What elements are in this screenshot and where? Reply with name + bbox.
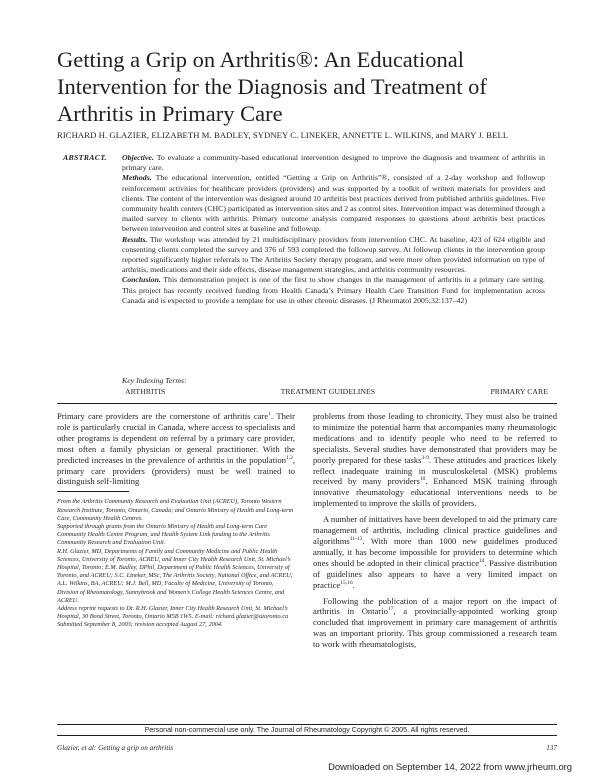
footnote-affiliation: From the Arthritis Community Research and Evaluation Unit (ACREU), Toronto Western Research Institute, Toronto, Ontario, Canada; and Ontario Ministry of Health and Long-term Care, Community Health Centres. (57, 498, 294, 522)
keyword: ARTHRITIS (125, 387, 166, 396)
keywords-label: Key Indexing Terms: (122, 376, 187, 385)
footnote-divider (57, 491, 129, 492)
footnote-submitted: Submitted September 8, 2003; revision accepted August 27, 2004. (57, 621, 223, 629)
running-footer: Glazier, et al: Getting a grip on arthritis (57, 744, 174, 752)
right-column (313, 411, 557, 650)
footnote-authors: R.H. Glazier, MD, Departments of Family and Community Medicine and Public Health Sciences, University of Toronto, ACREU, and Inner City Health Research Unit, St. Michael’s Hospital, Toronto; E.M. Badley, DPhil, Department of Public Health Sciences, University of Toronto, and ACREU; S.C. Lineker, MSc, The Arthritis Society, National Office, and ACREU; A.L. Wilkins, BA, ACREU; M.J. Bell, MD, Faculty of Medicine, University of Toronto, Division of Rheumatology, Sunnybrook and Women’s College Health Sciences Centre, and ACREU. (57, 547, 293, 604)
title-line-3: Arthritis in Primary Care (57, 101, 283, 126)
body-paragraph: A number of initiatives have been developed to aid the primary care management of arthritis, including clinical practice guidelines and algorithms$^{11-13}$. With more than 1000 new guidelines produced annually, it has become impossible for providers to determine which ones should be adopted in their clinical practice$^{14}$. Passive distribution of guidelines also appears to have a very limited impact on practice$^{15,16}$. (313, 514, 557, 590)
left-column (57, 411, 295, 630)
footnote-reprints: Address reprint requests to Dr. R.H. Glazier, Inner City Health Research Unit, St. Michael’s Hospital, 30 Bond Street, Toronto, Ontario M5B 1W5. E-mail: richard.glazier@utoronto.ca (57, 604, 289, 621)
article-title (57, 46, 557, 127)
copyright-notice: Personal non-commercial use only. The Journal of Rheumatology Copyright © 2005. All rights reserved. (57, 724, 557, 736)
page-number: 137 (546, 744, 557, 752)
abstract-results: Results. The workshop was attended by 21 multidisciplinary providers from intervention CHC. At baseline, 423 of 624 eligible and consenting clients completed the survey and 376 of 593 completed the followup survey. At followup clients in the intervention group reported significantly higher referrals to The Arthritis Society therapy program, and were more often provided information on type of arthritis, medications and their side effects, disease management strategies, and arthritis community resources. (122, 234, 545, 275)
abstract-methods: Methods. The educational intervention, entitled “Getting a Grip on Arthritis”®, consisted of a 2-day workshop and followup reinforcement activities for healthcare providers (providers) and was supported by a toolkit of written materials for providers and clients. The content of the intervention was designed around 10 arthritis best practices derived from published arthritis guidelines. Five community health centers (CHC) participated as intervention sites and 2 as control sites. Intervention impact was determined through a mailed survey to clients with arthritis. Primary outcome analysis compared responses to questions about arthritis best practices between intervention and control sites at baseline and followup. (122, 173, 545, 234)
abstract-objective: Objective. To evaluate a community-based educational intervention designed to improve the diagnosis and treatment of arthritis in primary care. (122, 153, 545, 173)
abstract-body (122, 153, 545, 306)
download-note: Downloaded on September 14, 2022 from www.jrheum.org (328, 761, 572, 772)
author-list: RICHARD H. GLAZIER, ELIZABETH M. BADLEY, SYDNEY C. LINEKER, ANNETTE L. WILKINS, and MARY J. BELL (57, 130, 509, 140)
key-indexing-terms (122, 376, 548, 396)
abstract-label: ABSTRACT. (63, 153, 107, 162)
footnote-funding: Supported through grants from the Ontario Ministry of Health and Long-term Care Community Health Centre Program, and Health System Link funding to the Arthritis Community Research and Evaluation Unit. (57, 522, 270, 547)
keyword: TREATMENT GUIDELINES (280, 387, 376, 396)
body-paragraph: problems from those leading to chronicity. They must also be trained to minimize the potential harm that accompanies many rheumatologic medications and to identify people who need to be referred to specialists. Several studies have demonstrated that providers may be poorly prepared for these tasks$^{3-9}$. These attitudes and practices likely reflect inadequate training in musculoskeletal (MSK) problems received by many providers$^{10}$. Enhanced MSK training through innovative rheumatology educational interventions needs to be implemented to improve the skills of providers. (313, 411, 557, 509)
intro-paragraph: Primary care providers are the cornerstone of arthritis care$^1$. Their role is particularly crucial in Canada, where access to specialists and other programs is dependent on referral by a primary care provider, most often a family physician or general practitioner. With the predicted increases in the prevalence of arthritis in the population$^{1,2}$, primary care providers (providers) must be well trained to distinguish self-limiting (57, 411, 295, 487)
section-divider (57, 403, 557, 404)
keywords-row (122, 387, 548, 396)
body-paragraph: Following the publication of a major report on the impact of arthritis in Ontario$^{17}$, a provincially-appointed working group concluded that improvement in primary care management of arthritis was an important priority. This group commissioned a research team to work with rheumatologists, (313, 595, 557, 650)
title-line-2: Intervention for the Diagnosis and Treatment of (57, 74, 487, 99)
page-footer (57, 744, 557, 752)
abstract-conclusion: Conclusion. This demonstration project is one of the first to show changes in the management of arthritis in a primary care setting. This project has recently received funding from Health Canada’s Primary Health Care Transition Fund for implementation across Canada and is expected to provide a template for use in other chronic diseases. (J Rheumatol 2005;32:137–42) (122, 275, 545, 305)
title-line-1: Getting a Grip on Arthritis®: An Educational (57, 47, 465, 72)
keyword: PRIMARY CARE (490, 387, 548, 396)
